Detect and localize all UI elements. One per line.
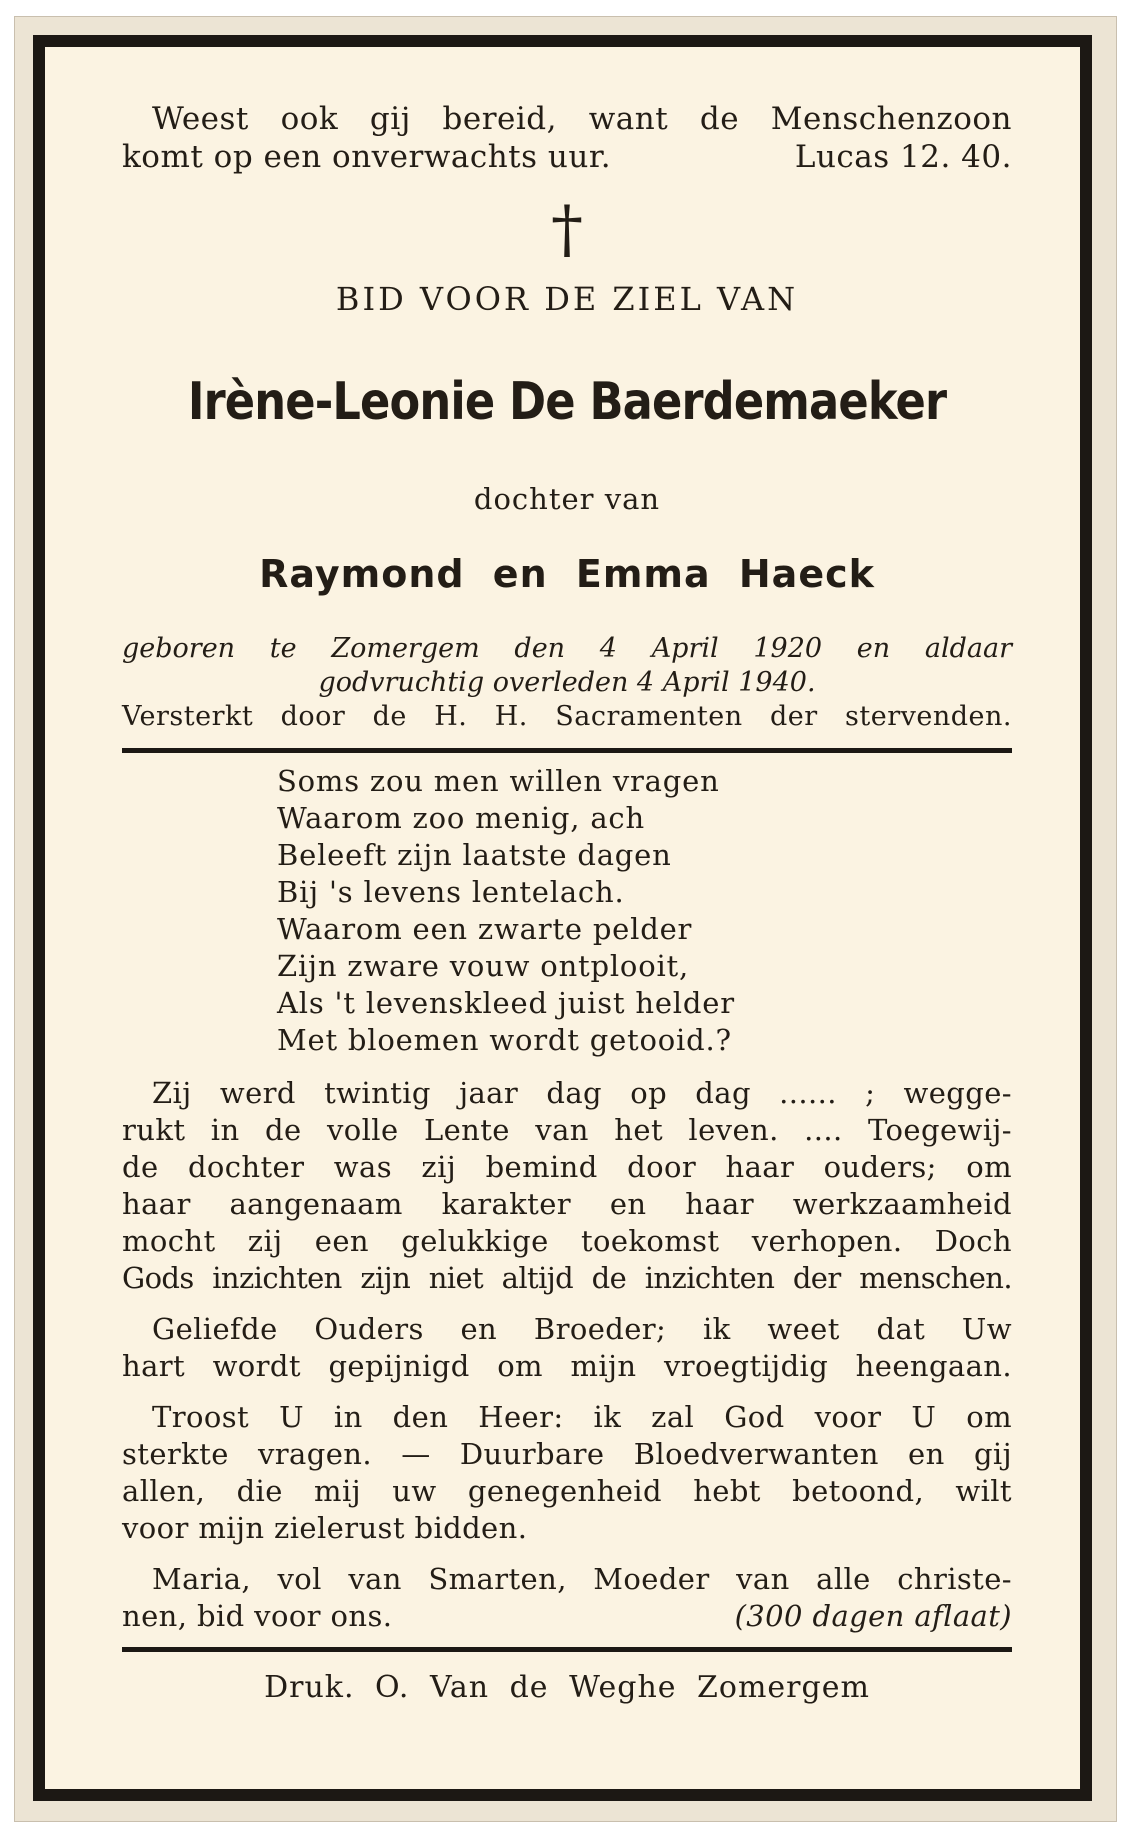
paragraph-1: [122, 1075, 1012, 1297]
text-line: allen, die mij uw genegenheid hebt betoond, wilt: [122, 1474, 1012, 1508]
poem-line: Als 't levenskleed juist helder: [277, 986, 735, 1020]
paragraph-2: [122, 1311, 1012, 1385]
prayer: [122, 1561, 1012, 1635]
divider-bottom: [122, 1647, 1012, 1652]
cross-icon: †: [551, 193, 583, 267]
poem-line: Beleeft zijn laatste dagen: [277, 838, 672, 872]
card-content: [122, 100, 1012, 1705]
text-line: mocht zij een gelukkige toekomst verhopen. Doch: [122, 1224, 1012, 1258]
paragraph-3: [122, 1399, 1012, 1547]
poem-line: Zijn zware vouw ontplooit,: [277, 949, 690, 983]
memorial-text: [122, 1075, 1012, 1635]
text-line: voor mijn zielerust bidden.: [122, 1511, 528, 1545]
sacraments-line: Versterkt door de H. H. Sacramenten der stervenden.: [122, 701, 1012, 732]
prayer-line: nen, bid voor ons.: [122, 1599, 393, 1633]
divider-top: [122, 748, 1012, 753]
birth-death-info: [122, 632, 1012, 700]
prayer-heading: BID VOOR DE ZIEL VAN: [335, 280, 799, 318]
text-line: Troost U in den Heer: ik zal God voor U om: [152, 1400, 1012, 1434]
deceased-name: Irène-Leonie De Baerdemaeker: [187, 372, 947, 432]
text-line: Gods inzichten zijn niet altijd de inzichten der menschen.: [122, 1261, 1012, 1295]
text-line: rukt in de volle Lente van het leven. .... Toegewij-: [122, 1113, 1012, 1147]
printer-credit: Druk. O. Van de Weghe Zomergem: [264, 1670, 870, 1705]
birth-line: geboren te Zomergem den 4 April 1920 en aldaar: [122, 633, 1012, 664]
poem-line: Bij 's levens lentelach.: [277, 875, 625, 909]
quote-line-2: komt op een onverwachts uur.: [122, 139, 612, 175]
bible-quote: [122, 100, 1012, 176]
text-line: haar aangenaam karakter en haar werkzaamheid: [122, 1187, 1012, 1221]
relation-text: dochter van: [473, 482, 661, 516]
indulgence-note: (300 dagen aflaat): [734, 1599, 1012, 1633]
poem: [122, 763, 1012, 1059]
poem-line: Soms zou men willen vragen: [277, 764, 720, 798]
poem-line: Waarom een zwarte pelder: [277, 912, 693, 946]
parents-names: Raymond en Emma Haeck: [259, 552, 875, 596]
prayer-line: Maria, vol van Smarten, Moeder van alle christe-: [152, 1562, 1012, 1596]
text-line: sterkte vragen. — Duurbare Bloedverwanten en gij: [122, 1437, 1012, 1471]
quote-reference: Lucas 12. 40.: [794, 139, 1012, 175]
text-line: Geliefde Ouders en Broeder; ik weet dat Uw: [152, 1312, 1012, 1346]
death-line: godvruchtig overleden 4 April 1940.: [318, 667, 816, 698]
poem-line: Met bloemen wordt getooid.?: [277, 1023, 732, 1057]
text-line: Zij werd twintig jaar dag op dag ...... ; wegge-: [152, 1076, 1012, 1110]
poem-line: Waarom zoo menig, ach: [277, 801, 645, 835]
text-line: hart wordt gepijnigd om mijn vroegtijdig heengaan.: [122, 1349, 1012, 1383]
quote-line-1: Weest ook gij bereid, want de Menschenzoon: [152, 101, 1012, 137]
text-line: de dochter was zij bemind door haar ouders; om: [122, 1150, 1012, 1184]
